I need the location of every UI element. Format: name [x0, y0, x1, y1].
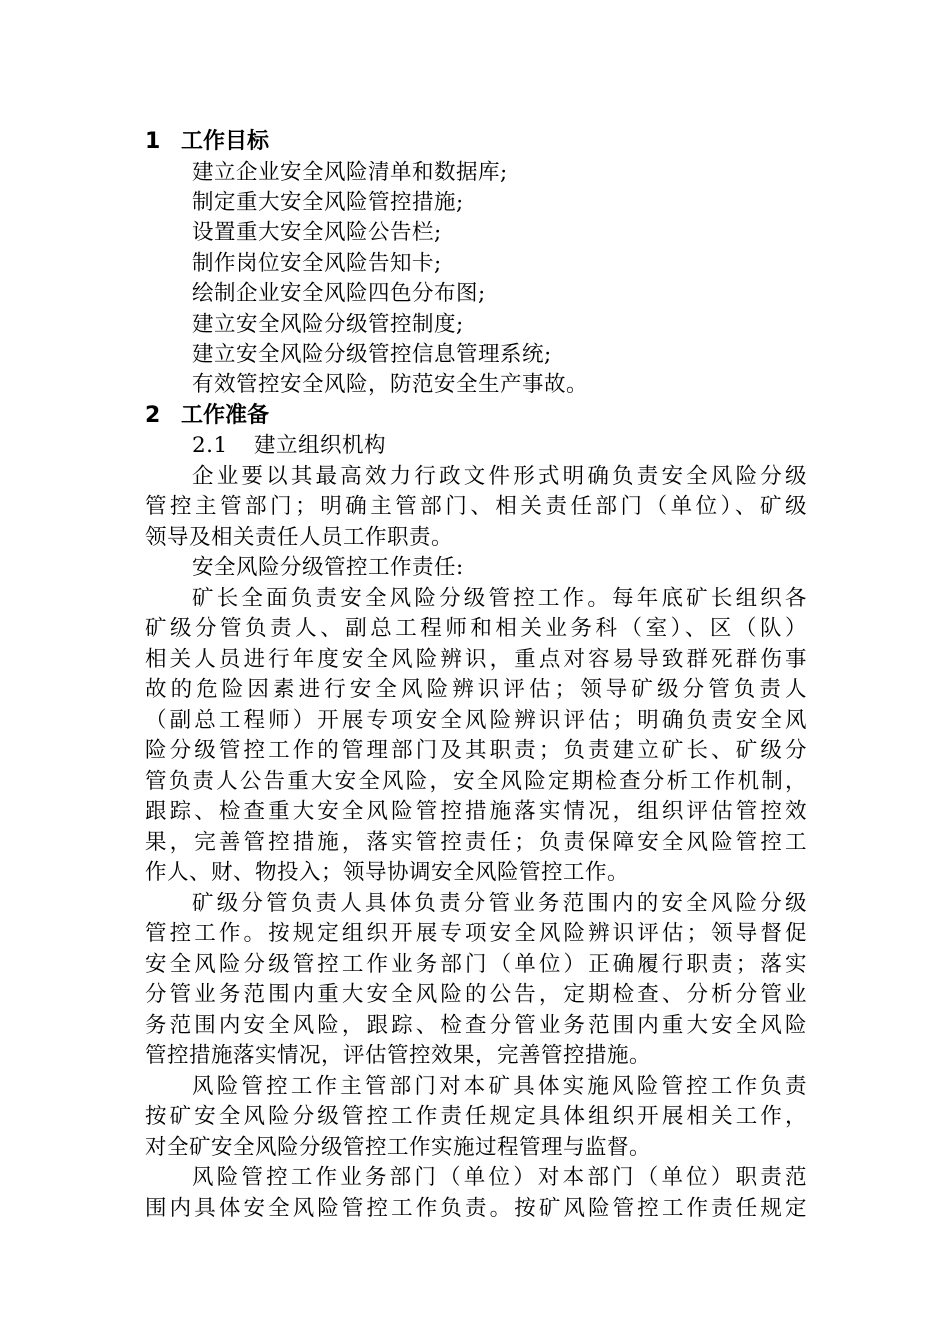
subsection-2-1-title: 建立组织机构 [254, 433, 387, 458]
paragraph-line: （副总工程师）开展专项安全风险辨识评估；明确负责安全风 [145, 708, 807, 733]
paragraph-line: 管控工作。按规定组织开展专项安全风险辨识评估；领导督促 [145, 921, 807, 946]
paragraph-line: 按矿安全风险分级管控工作责任规定具体组织开展相关工作， [145, 1104, 807, 1129]
paragraph-line: 风险管控工作业务部门（单位）对本部门（单位）职责范 [192, 1165, 807, 1190]
subsection-2-1-number: 2.1 [192, 433, 228, 458]
subsection-2-1-heading [192, 431, 386, 461]
goal-item: 有效管控安全风险，防范安全生产事故。 [192, 372, 589, 397]
section-2-title: 工作准备 [181, 403, 270, 428]
section-2-heading [145, 401, 269, 431]
paragraph-line: 果，完善管控措施，落实管控责任；负责保障安全风险管控工 [145, 830, 807, 855]
paragraph-line: 对全矿安全风险分级管控工作实施过程管理与监督。 [145, 1135, 652, 1160]
goal-item: 制定重大安全风险管控措施; [192, 190, 464, 215]
goal-item: 制作岗位安全风险告知卡; [192, 251, 442, 276]
paragraph-line: 矿长全面负责安全风险分级管控工作。每年底矿长组织各 [192, 586, 807, 611]
paragraph-line: 务范围内安全风险，跟踪、检查分管业务范围内重大安全风险 [145, 1013, 807, 1038]
paragraph-line: 风险管控工作主管部门对本矿具体实施风险管控工作负责 [192, 1074, 807, 1099]
goal-item: 建立安全风险分级管控信息管理系统; [192, 342, 552, 367]
paragraph-line: 管控措施落实情况，评估管控效果，完善管控措施。 [145, 1043, 652, 1068]
paragraph-line: 围内具体安全风险管控工作负责。按矿风险管控工作责任规定 [145, 1196, 807, 1221]
paragraph-line: 分管业务范围内重大安全风险的公告，定期检查、分析分管业 [145, 982, 807, 1007]
section-2-number: 2 [145, 403, 161, 428]
paragraph-line: 安全风险分级管控工作责任: [192, 555, 464, 580]
paragraph-line: 作人、财、物投入；领导协调安全风险管控工作。 [145, 860, 630, 885]
goal-item: 建立企业安全风险清单和数据库; [192, 160, 508, 185]
goal-item: 绘制企业安全风险四色分布图; [192, 281, 486, 306]
section-1-number: 1 [145, 129, 161, 154]
goal-item: 建立安全风险分级管控制度; [192, 312, 464, 337]
section-1-title: 工作目标 [181, 129, 270, 154]
paragraph-line: 相关人员进行年度安全风险辨识，重点对容易导致群死群伤事 [145, 647, 807, 672]
section-1-heading [145, 127, 269, 157]
paragraph-line: 管负责人公告重大安全风险，安全风险定期检查分析工作机制， [145, 769, 807, 794]
paragraph-line: 矿级分管负责人具体负责分管业务范围内的安全风险分级 [192, 891, 807, 916]
goal-item: 设置重大安全风险公告栏; [192, 220, 442, 245]
paragraph-line: 矿级分管负责人、副总工程师和相关业务科（室）、区（队） [145, 616, 807, 641]
paragraph-line: 故的危险因素进行安全风险辨识评估；领导矿级分管负责人 [145, 677, 807, 702]
paragraph-line: 险分级管控工作的管理部门及其职责；负责建立矿长、矿级分 [145, 738, 807, 763]
paragraph-line: 管控主管部门；明确主管部门、相关责任部门（单位）、矿级 [145, 494, 807, 519]
paragraph-line: 领导及相关责任人员工作职责。 [145, 525, 454, 550]
paragraph-line: 企业要以其最高效力行政文件形式明确负责安全风险分级 [192, 464, 807, 489]
paragraph-line: 安全风险分级管控工作业务部门（单位）正确履行职责；落实 [145, 952, 807, 977]
paragraph-line: 跟踪、检查重大安全风险管控措施落实情况，组织评估管控效 [145, 799, 807, 824]
